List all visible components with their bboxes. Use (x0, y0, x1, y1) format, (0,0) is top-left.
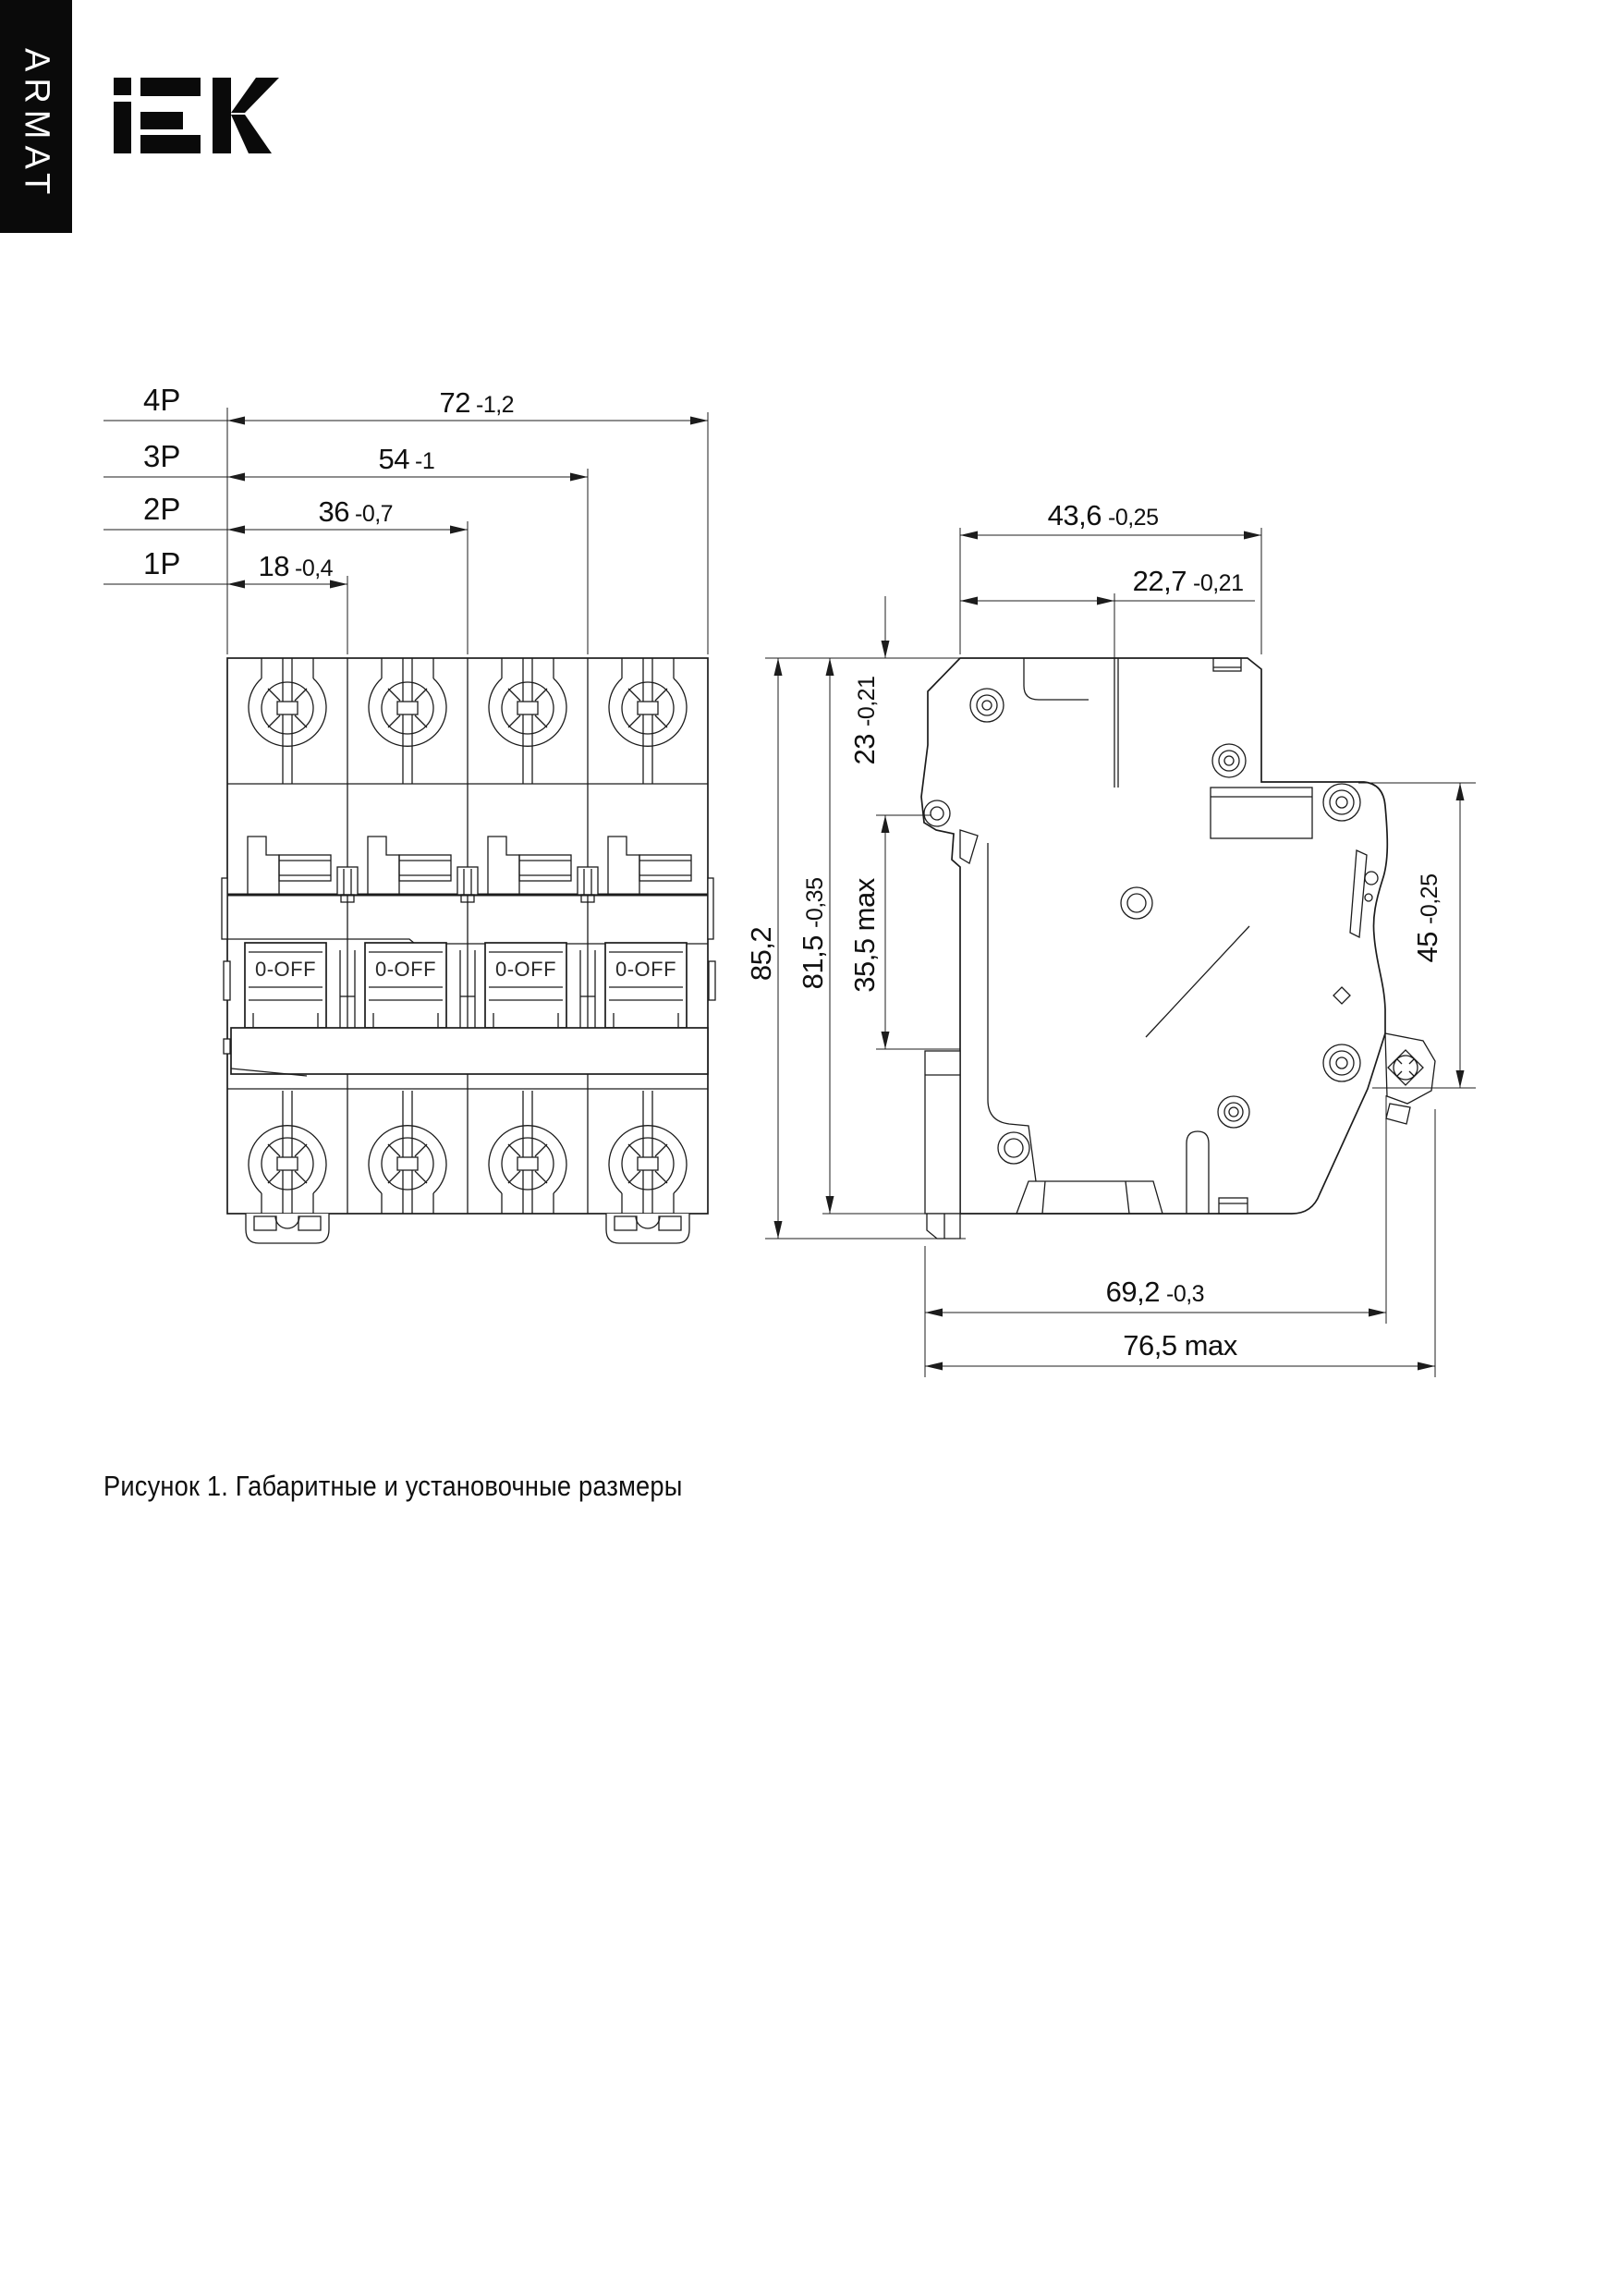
dim-2p-tol: -0,7 (355, 501, 394, 527)
dim-front-height-tol: -0,25 (1417, 873, 1442, 924)
dim-body-height-value: 81,5 (797, 935, 829, 990)
dim-front-height-value: 45 (1411, 932, 1443, 963)
dim-top-width-tol: -0,25 (1108, 505, 1159, 531)
dim-top-width-value: 43,6 (1047, 499, 1102, 531)
side-view (921, 658, 1435, 1239)
dim-overall-height-value: 85,2 (745, 926, 777, 982)
side-din-latch (1385, 1033, 1435, 1124)
dim-depth-tol: -0,3 (1166, 1281, 1205, 1307)
handle-label-3: 0-OFF (494, 958, 557, 981)
front-view (222, 658, 715, 1243)
dim-3p-value: 54 (378, 443, 409, 475)
front-tie-bar (231, 1028, 708, 1076)
dim-terminal-center-tol: -0,21 (854, 676, 880, 727)
dim-1p-tol: -0,4 (295, 556, 334, 581)
dim-handle-width-tol: -0,21 (1193, 570, 1244, 596)
dim-4p-value: 72 (439, 386, 470, 419)
dim-2p-value: 36 (318, 495, 349, 528)
dim-terminal-center-value: 23 (848, 734, 881, 765)
front-din-clips (246, 1214, 689, 1243)
handle-label-2: 0-OFF (374, 958, 437, 981)
pole-label-2p: 2P (143, 492, 181, 526)
armat-vertical-label: ARMAT (17, 48, 56, 202)
dim-3p-tol: -1 (415, 448, 435, 474)
pole-label-1p: 1P (143, 546, 181, 580)
dim-depth-max-value: 76,5 max (1123, 1329, 1237, 1362)
dim-4p-tol: -1,2 (476, 392, 515, 418)
handle-label-1: 0-OFF (254, 958, 317, 981)
pole-label-3p: 3P (143, 439, 181, 473)
dim-body-height-tol: -0,35 (802, 877, 828, 928)
dim-handle-width-value: 22,7 (1132, 565, 1187, 597)
figure-caption: Рисунок 1. Габаритные и установочные размеры (103, 1470, 683, 1502)
dim-terminal-zone-value: 35,5 max (848, 878, 881, 993)
dim-1p-value: 18 (258, 550, 289, 582)
handle-label-4: 0-OFF (615, 958, 677, 981)
pole-label-4p: 4P (143, 383, 181, 417)
dim-depth-value: 69,2 (1105, 1276, 1160, 1308)
front-view-dimensions (103, 383, 708, 654)
